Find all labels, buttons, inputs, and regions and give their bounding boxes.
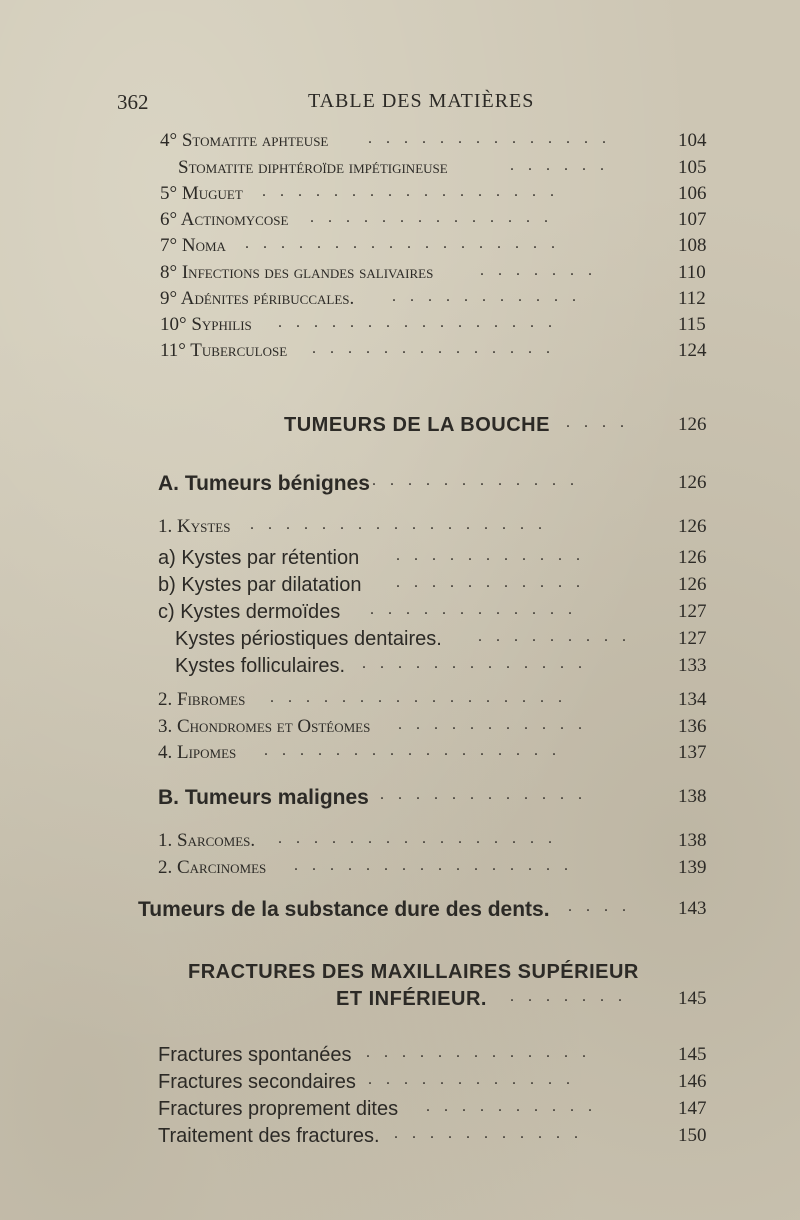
entry-page: 127 — [678, 628, 707, 649]
leader-dots: . . . . . . . . . . . . . . — [312, 340, 555, 357]
toc-section-heading — [0, 414, 800, 442]
toc-entry — [0, 547, 800, 575]
toc-subheading — [0, 786, 800, 814]
leader-dots: . . . . . . . . . . . — [398, 716, 587, 733]
entry-page: 104 — [678, 130, 707, 151]
entry-label: Traitement des fractures. — [158, 1125, 380, 1147]
entry-label: Fractures secondaires — [158, 1071, 356, 1093]
leader-dots: . . . . . . . — [480, 262, 597, 279]
toc-subheading — [0, 472, 800, 500]
entry-page: 146 — [678, 1071, 707, 1092]
leader-dots: . . . . . . . . . . . — [396, 574, 585, 591]
entry-page: 106 — [678, 183, 707, 204]
entry-label: 1. Sarcomes. — [158, 830, 256, 851]
toc-entry — [0, 857, 800, 885]
leader-dots: . . . . . . . . . . . . . . . . — [278, 830, 557, 847]
leader-dots: . . . . . . . . . . . . . . . . . . — [245, 235, 560, 252]
toc-entry — [0, 716, 800, 744]
toc-entry — [0, 157, 800, 185]
entry-label: Kystes folliculaires. — [175, 655, 346, 677]
leader-dots: . . . . . . . . . . . . . . . . — [294, 857, 573, 874]
entry-label: c) Kystes dermoïdes — [158, 601, 341, 623]
leader-dots: . . . . . . . . . . . . . . . . . — [250, 516, 547, 533]
entry-page: 127 — [678, 601, 707, 622]
toc-section-heading — [0, 988, 800, 1016]
toc-entry — [0, 314, 800, 342]
entry-page: 150 — [678, 1125, 707, 1146]
entry-label: Kystes périostiques dentaires. — [175, 628, 442, 650]
entry-page: 139 — [678, 857, 707, 878]
toc-entry — [0, 130, 800, 158]
entry-page: 126 — [678, 472, 707, 493]
entry-page: 126 — [678, 414, 707, 435]
toc-entry — [0, 288, 800, 316]
entry-label: 4. Lipomes — [158, 742, 237, 763]
entry-page: 134 — [678, 689, 707, 710]
toc-entry — [0, 601, 800, 629]
entry-page: 133 — [678, 655, 707, 676]
toc-entry — [0, 574, 800, 602]
entry-label: 3. Chondromes et Ostéomes — [158, 716, 371, 737]
entry-page: 143 — [678, 898, 707, 919]
leader-dots: . . . . . . . . . . . . . . . . . — [264, 742, 561, 759]
leader-dots: . . . . . . . . . — [478, 628, 631, 645]
toc-entry — [0, 1044, 800, 1072]
leader-dots: . . . . . . . . . . . . — [380, 786, 587, 803]
entry-page: 136 — [678, 716, 707, 737]
entry-label: Fractures proprement dites — [158, 1098, 399, 1120]
entry-label: Stomatite diphtéroïde impétigineuse — [178, 157, 448, 178]
entry-page: 138 — [678, 786, 707, 807]
entry-label: TUMEURS DE LA BOUCHE — [284, 414, 550, 436]
entry-label: 5° Muguet — [160, 183, 243, 204]
entry-page: 145 — [678, 1044, 707, 1065]
toc-entry — [0, 1125, 800, 1153]
toc-entry — [0, 628, 800, 656]
toc-entry — [0, 689, 800, 717]
entry-label: ET INFÉRIEUR. — [336, 988, 487, 1010]
page-title: TABLE DES MATIÈRES — [308, 90, 535, 112]
toc-entry — [0, 262, 800, 290]
leader-dots: . . . . . . — [510, 157, 609, 174]
page-number: 362 — [117, 90, 149, 114]
entry-label: 10° Syphilis — [160, 314, 252, 335]
toc-entry — [0, 1071, 800, 1099]
leader-dots: . . . . . . . . . . . — [392, 288, 581, 305]
leader-dots: . . . . . . . . . . . . — [368, 1071, 575, 1088]
entry-page: 147 — [678, 1098, 707, 1119]
entry-label: Fractures spontanées — [158, 1044, 352, 1066]
entry-page: 112 — [678, 288, 706, 309]
entry-label: 7° Noma — [160, 235, 226, 256]
entry-page: 138 — [678, 830, 707, 851]
leader-dots: . . . . . . . . . . . . . . — [310, 209, 553, 226]
leader-dots: . . . . . . . . . . . . . . . . . — [270, 689, 567, 706]
entry-label: 4° Stomatite aphteuse — [160, 130, 329, 151]
leader-dots: . . . . . . . — [510, 988, 627, 1005]
entry-label: 6° Actinomycose — [160, 209, 289, 230]
entry-label: 2. Carcinomes — [158, 857, 267, 878]
leader-dots: . . . . . . . . . . . . . . . . — [278, 314, 557, 331]
toc-entry — [0, 235, 800, 263]
entry-page: 115 — [678, 314, 706, 335]
leader-dots: . . . . . . . . . . . — [394, 1125, 583, 1142]
leader-dots: . . . . . . . . . . . . — [370, 601, 577, 618]
leader-dots: . . . . . . . . . . . . — [372, 472, 579, 489]
toc-entry — [0, 516, 800, 544]
entry-label: 8° Infections des glandes salivaires — [160, 262, 434, 283]
entry-label: B. Tumeurs malignes — [158, 786, 369, 809]
toc-section-heading — [0, 961, 800, 989]
toc-entry — [0, 742, 800, 770]
entry-page: 110 — [678, 262, 706, 283]
entry-label: 9° Adénites péribuccales. — [160, 288, 355, 309]
entry-label: FRACTURES DES MAXILLAIRES SUPÉRIEUR — [188, 961, 639, 983]
page-header — [0, 90, 800, 120]
leader-dots: . . . . . . . . . . — [426, 1098, 597, 1115]
leader-dots: . . . . . . . . . . . . . — [362, 655, 587, 672]
toc-entry — [0, 183, 800, 211]
entry-page: 105 — [678, 157, 707, 178]
entry-page: 124 — [678, 340, 707, 361]
entry-page: 107 — [678, 209, 707, 230]
entry-label: b) Kystes par dilatation — [158, 574, 362, 596]
entry-label: 11° Tuberculose — [160, 340, 288, 361]
entry-label: 1. Kystes — [158, 516, 231, 537]
toc-entry — [0, 830, 800, 858]
toc-entry — [0, 655, 800, 683]
toc-entry — [0, 1098, 800, 1126]
leader-dots: . . . . . . . . . . . — [396, 547, 585, 564]
leader-dots: . . . . — [566, 414, 629, 431]
entry-page: 137 — [678, 742, 707, 763]
toc-subheading — [0, 898, 800, 926]
leader-dots: . . . . . . . . . . . . . — [366, 1044, 591, 1061]
entry-page: 108 — [678, 235, 707, 256]
leader-dots: . . . . . . . . . . . . . . . . . — [262, 183, 559, 200]
toc-entry — [0, 340, 800, 368]
toc-entry — [0, 209, 800, 237]
entry-label: 2. Fibromes — [158, 689, 246, 710]
entry-label: A. Tumeurs bénignes — [158, 472, 370, 495]
entry-page: 145 — [678, 988, 707, 1009]
leader-dots: . . . . — [568, 898, 631, 915]
leader-dots: . . . . . . . . . . . . . . — [368, 130, 611, 147]
entry-label: Tumeurs de la substance dure des dents. — [138, 898, 550, 921]
entry-page: 126 — [678, 547, 707, 568]
entry-page: 126 — [678, 516, 707, 537]
entry-page: 126 — [678, 574, 707, 595]
entry-label: a) Kystes par rétention — [158, 547, 360, 569]
